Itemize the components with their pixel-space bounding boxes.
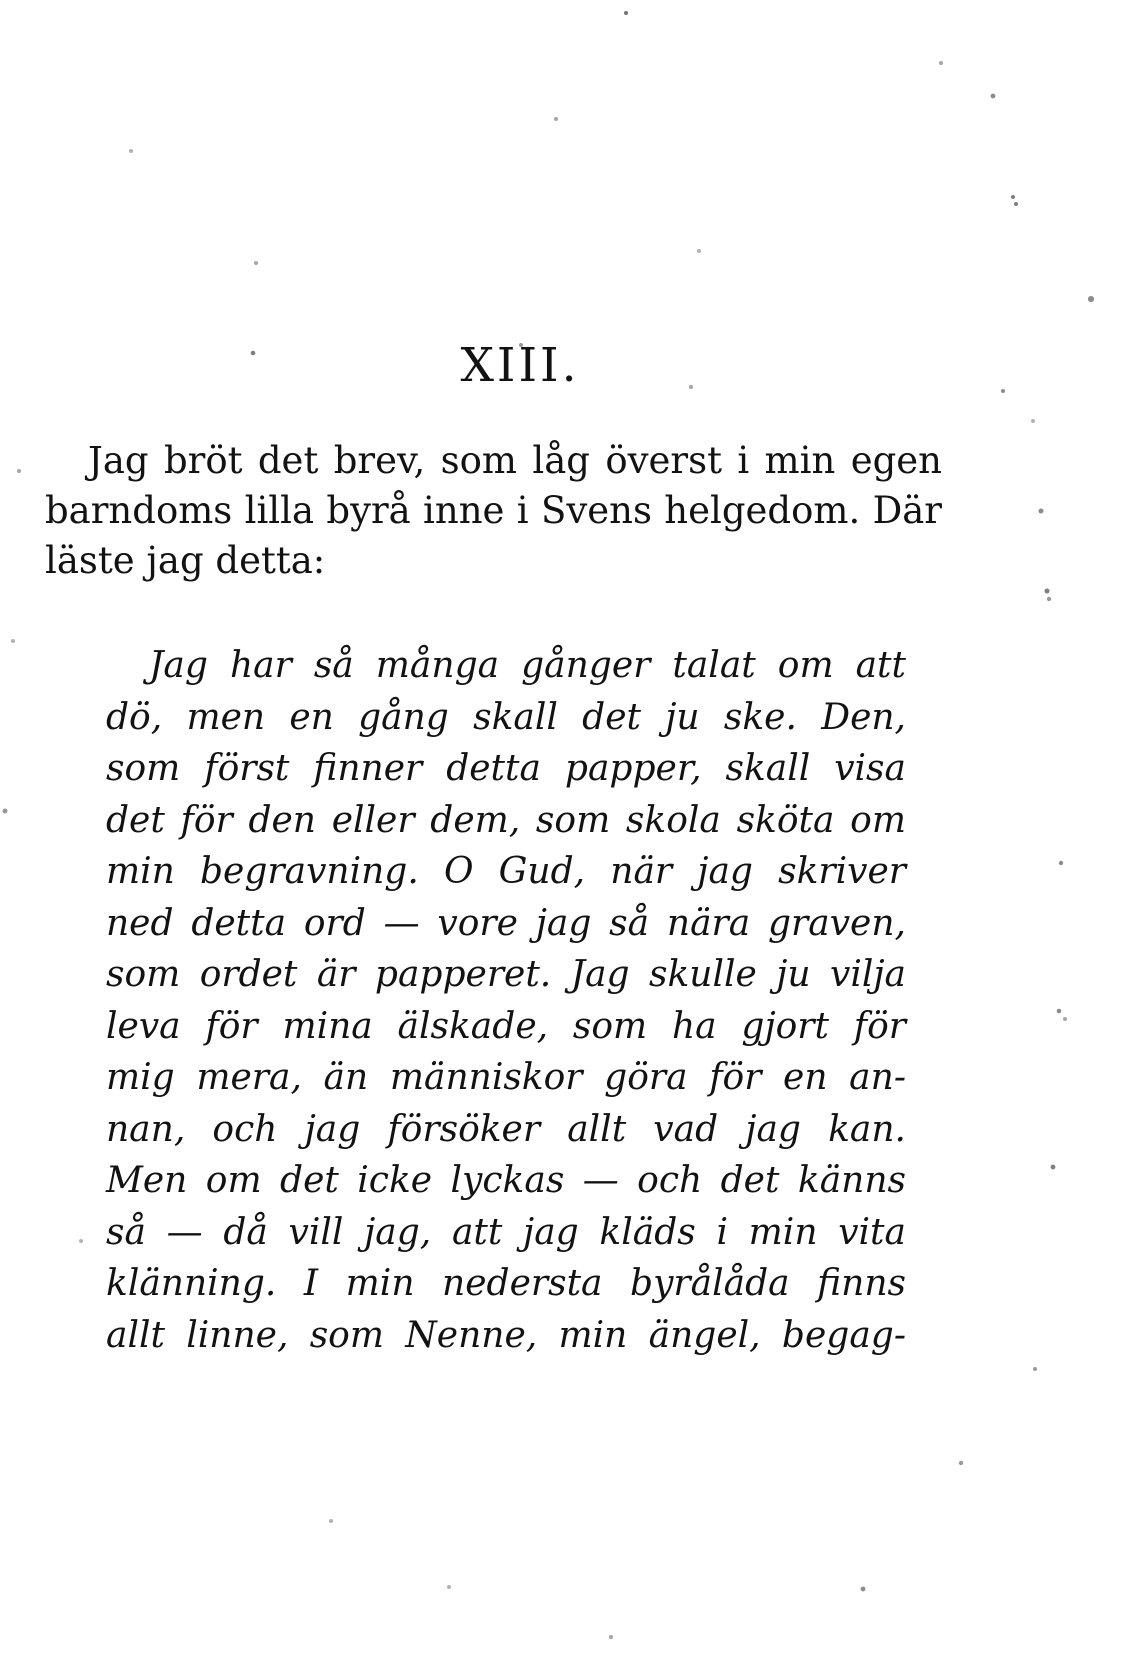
- intro-paragraph: [45, 436, 942, 586]
- quote-line: min begravning. O Gud, när jag skriver: [106, 851, 906, 892]
- quote-line: allt linne, som Nenne, min ängel, begag-: [106, 1314, 906, 1356]
- quote-line: det för den eller dem, som skola sköta om: [106, 799, 906, 841]
- chapter-heading: XIII.: [460, 338, 580, 393]
- paragraph-line: Jag bröt det brev, som låg överst i min egen: [88, 439, 942, 482]
- letter-quote: [106, 640, 906, 1361]
- quote-line: dö, men en gång skall det ju ske. Den,: [106, 696, 906, 738]
- quote-line: så — då vill jag, att jag kläds i min vita: [106, 1211, 906, 1253]
- paragraph-line: barndoms lilla byrå inne i Svens helgedom. Där: [45, 489, 942, 532]
- quote-line: som ordet är papperet. Jag skulle ju vilja: [106, 954, 906, 995]
- quote-line: mig mera, än människor göra för en an-: [106, 1057, 906, 1098]
- quote-line: som först finner detta papper, skall visa: [106, 748, 906, 789]
- paragraph-line: läste jag detta:: [45, 539, 326, 582]
- quote-line: leva för mina älskade, som ha gjort för: [106, 1005, 906, 1047]
- quote-line: nan, och jag försöker allt vad jag kan.: [106, 1108, 906, 1150]
- scan-noise: [0, 0, 2, 2]
- quote-line: Men om det icke lyckas — och det känns: [106, 1160, 906, 1201]
- quote-line: klänning. I min nedersta byrålåda finns: [106, 1263, 906, 1304]
- quote-line: ned detta ord — vore jag så nära graven,: [106, 902, 906, 944]
- quote-line: Jag har så många gånger talat om att: [149, 645, 906, 686]
